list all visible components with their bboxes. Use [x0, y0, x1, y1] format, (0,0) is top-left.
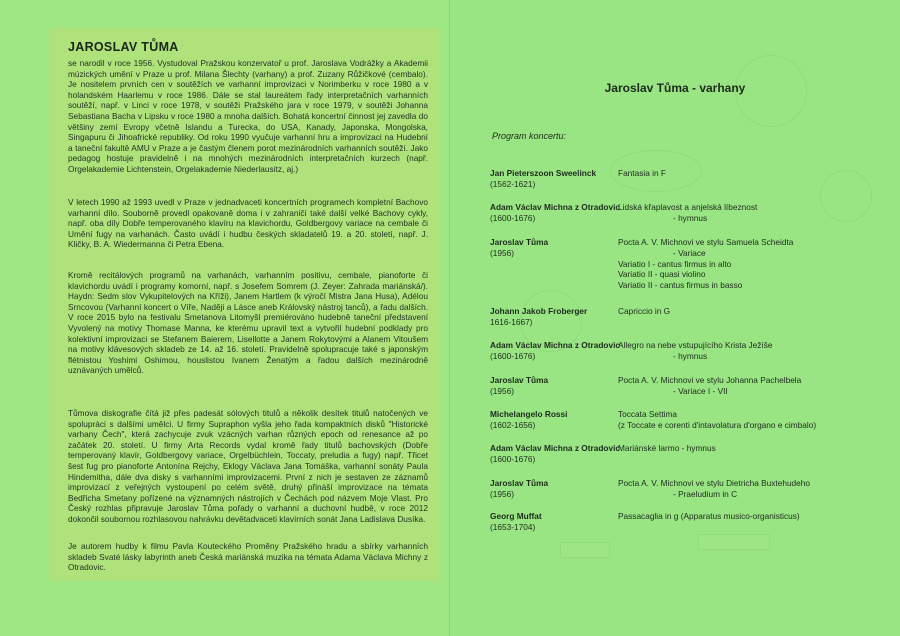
- work-line: - Variace I - VII: [673, 385, 728, 396]
- work-line: - hymnus: [673, 212, 708, 223]
- bio-paragraph-2: V letech 1990 až 1993 uvedl v Praze v jednadvaceti koncertních programech kompletní Bachovo varhanní dílo. Souborně provedl opakovaně doma i v zahraničí také další velké Bachovy cykly, např. oba díly Dobře temperovaného klavíru na klavichordu, Goldbergovy variace na cembale či Umění fugy na varhanách. Často uvádí i hudbu českých skladatelů 19. a 20. století, např. J. Kličky, B. A. Wiedermanna či Petra Ebena.: [68, 197, 428, 250]
- work-line: Toccata Settima: [618, 409, 678, 419]
- composer-name: Adam Václav Michna z Otradovic: [490, 443, 621, 453]
- bio-paragraph-5: Je autorem hudby k filmu Pavla Kouteckého Proměny Pražského hradu a sbírky varhanních skladeb Svaté lásky labyrinth aneb Česká mariánská muzika na témata Adama Václava Michny z Otradovic.: [68, 541, 428, 573]
- composer-years: (1956): [490, 488, 514, 499]
- program-title: Jaroslav Tůma - varhany: [604, 81, 746, 95]
- composer-years: (1562-1621): [490, 178, 536, 189]
- work-line: Capriccio in G: [618, 306, 671, 316]
- composer-years: (1956): [490, 247, 514, 258]
- bio-paragraph-3: Kromě recitálových programů na varhanách, varhanním positivu, cembale, pianoforte či klavichordu uvádí i programy komorní, např. s Josefem Somrem (J. Zeyer: Zahrada mariánská/). Haydn: Sedm slov Vykupitelových na Kříži), Janem Hartlem (k výročí Mistra Jana Husa), Adélou Srncovou (Varhanní koncert o Víře, Naději a Lásce aneb Královský nástroj tanců), a řadu dalších. V roce 2015 bylo na festivalu Smetanova Litomyšl premiérováno hudebně taneční představení Vyvolený na motivy Thomase Manna, ke kterému upravil text a vytvořil hudební podklady pro kolektivní improvizaci se Stefanem Baierem, Lisellotte a Janem Rokytovými a Alanem Vitoušem na motivy klávesových skladeb ze 14. až 16. století. Pravidelně spolupracuje také s japonským flétnistou Yoshimi Oshimou, houslistou Ivanem Ženatým a řadou dalších mezinárodně uznávaných umělců.: [68, 270, 428, 376]
- composer-name: Jan Pieterszoon Sweelinck: [490, 168, 597, 178]
- bio-paragraph-4: Tůmova diskografie čítá již přes padesát sólových titulů a několik desítek titulů natočených ve spolupráci s dalšími umělci. U firmy Supraphon vyšla jeho řada kompaktních disků "Historické varhany Čech", která zachycuje zvuk vzácných varhan různých epoch od renesance až po začátek 20. století. U firmy Arta Records vydal kromě řady titulů bachovských (Dobře temperovaný klavír, Goldbergovy variace, Orgelbüchlein, Toccaty, preludia a fugy) např. Třicet šest fug pro pianoforte Antonína Rejchy, Eklogy Václava Jana Tomáška, varhanní sonáty Paula Hindemitha, dále dva disky s varhanními improvizacemi. První z nich je sestaven ze záznamů improvizací z veřejných vystoupení po celém světě, druhý přináší improvizace na témata Bedřicha Smetany pořízené na významných nástrojích v Čechách pod názvem Moje Vlast. Pro Český rozhlas připravuje Jaroslav Tůma pořady o varhanní a duchovní hudbě, v roce 2012 dokončil soubornou rozhlasovou nahrávku devětadvaceti klavírních sonát Jana Ladislava Dusíka.: [68, 408, 428, 524]
- bio-paragraph-1: se narodil v roce 1956. Vystudoval Pražskou konzervatoř u prof. Jaroslava Vodrážky a Akademii múzických umění v Praze u prof. Milana Šlechty (varhany) a prof. Zuzany Růžičkové (cembalo). Je nositelem prvních cen v soutěžích ve varhanní improvizaci v Norimberku v roce 1980 a v holandském Haarlemu v roce 1986. Dále se stal laureátem řady interpretačních varhanních soutěží, např. v Linci v roce 1978, v soutěži Pražského jara v roce 1979, v soutěži Johanna Sebastiana Bacha v Lipsku v roce 1980 a mnoha dalších. Bohatá koncertní činnost jej zavedla do většiny zemí Evropy včetně Islandu a Turecka, do USA, Kanady, Japonska, Mongolska, Singapuru či Jihoafrické republiky. Od roku 1990 vyučuje varhanní hru a improvizaci na Hudební a taneční fakultě AMU v Praze a je častým členem porot mezinárodních varhanních soutěží. Jako pedagog hostuje pravidelně i na mnohých mezinárodních interpretačních kurzech (např. Orgelakademie Lichtenstein, Orgelakademie Niederlausitz, aj.): [68, 58, 428, 174]
- composer-years: (1956): [490, 385, 514, 396]
- work-line: Lidská křaplavost a anjelská líbeznost: [618, 202, 758, 212]
- bio-title: JAROSLAV TŮMA: [68, 40, 179, 54]
- work-line: Pocta A. V. Michnovi ve stylu Dietricha Buxtehudeho: [618, 478, 811, 488]
- composer-years: (1653-1704): [490, 521, 536, 532]
- work-line: - Variace: [673, 247, 706, 258]
- work-line: Mariánské larmo - hymnus: [618, 443, 716, 453]
- work-line: (z Toccate e corenti d'intavolatura d'organo e cimbalo): [618, 419, 817, 430]
- work-line: Passacaglia in g (Apparatus musico-organisticus): [618, 511, 800, 521]
- work-line: Pocta A. V. Michnovi ve stylu Samuela Scheidta: [618, 237, 794, 247]
- program-subtitle: Program koncertu:: [492, 131, 567, 141]
- composer-name: Johann Jakob Froberger: [490, 306, 588, 316]
- composer-name: Adam Václav Michna z Otradovic: [490, 340, 621, 350]
- page-fold: [449, 0, 450, 636]
- composer-name: Georg Muffat: [490, 511, 542, 521]
- composer-years: (1600-1676): [490, 350, 536, 361]
- composer-name: Jaroslav Tůma: [490, 237, 549, 247]
- composer-years: (1600-1676): [490, 212, 536, 223]
- composer-name: Adam Václav Michna z Otradovic: [490, 202, 621, 212]
- composer-years: 1616-1667): [490, 316, 533, 327]
- work-line: - Praeludium in C: [673, 488, 738, 499]
- composer-years: (1600-1676): [490, 453, 536, 464]
- composer-name: Michelangelo Rossi: [490, 409, 568, 419]
- watermark-badge: [698, 534, 770, 550]
- work-line: Variatio I - cantus firmus in alto: [618, 258, 732, 269]
- work-line: Pocta A. V. Michnovi ve stylu Johanna Pachelbela: [618, 375, 802, 385]
- work-line: Variatio II - quasi violino: [618, 269, 706, 280]
- work-line: Fantasia in F: [618, 168, 666, 178]
- composer-name: Jaroslav Tůma: [490, 375, 549, 385]
- watermark-badge: [560, 542, 610, 558]
- work-line: Variatio II - cantus firmus in basso: [618, 280, 743, 291]
- composer-name: Jaroslav Tůma: [490, 478, 549, 488]
- composer-years: (1602-1656): [490, 419, 536, 430]
- work-line: Allegro na nebe vstupujícího Krista Ježíše: [618, 340, 773, 350]
- work-line: - hymnus: [673, 350, 708, 361]
